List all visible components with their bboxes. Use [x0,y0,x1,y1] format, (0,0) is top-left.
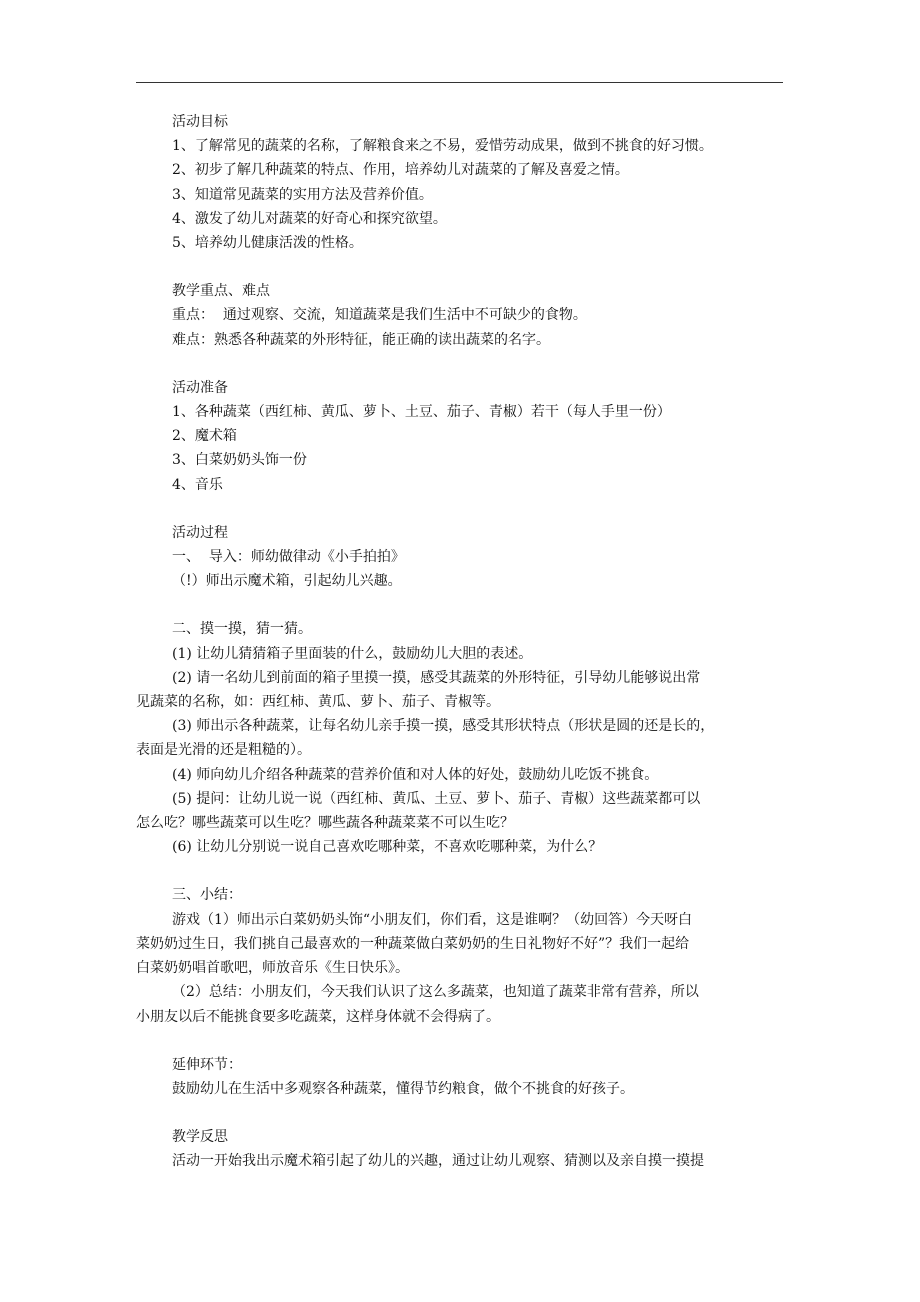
process-step: (1) 让幼儿猜猜箱子里面装的什么，鼓励幼儿大胆的表述。 [172,645,533,662]
summary-line-cont: 小朋友以后不能挑食要多吃蔬菜，这样身体就不会得病了。 [136,1008,500,1025]
summary-line-cont: 白菜奶奶唱首歌吧，师放音乐《生日快乐》。 [136,960,409,977]
prep-item: 2、魔术箱 [172,428,237,445]
prep-heading: 活动准备 [172,379,228,396]
reflect-text: 活动一开始我出示魔术箱引起了幼儿的兴趣，通过让幼儿观察、猜测以及亲自摸一摸提 [172,1153,704,1170]
goals-heading: 活动目标 [172,114,228,130]
process-step: (6) 让幼儿分别说一说自己喜欢吃哪种菜，不喜欢吃哪种菜，为什么？ [172,839,603,856]
goal-item: 1、了解常见的蔬菜的名称，了解粮食来之不易，爱惜劳动成果，做到不挑食的好习惯。 [172,138,713,155]
process-heading: 活动过程 [172,524,228,541]
goal-item: 3、知道常见蔬菜的实用方法及营养价值。 [172,186,433,203]
extend-text: 鼓励幼儿在生活中多观察各种蔬菜，懂得节约粮食，做个不挑食的好孩子。 [172,1080,634,1097]
summary-line-cont: 菜奶奶过生日，我们挑自己最喜欢的一种蔬菜做白菜奶奶的生日礼物好不好”？我们一起给 [136,935,690,952]
header-rule [136,82,783,83]
prep-item: 3、白菜奶奶头饰一份 [172,452,307,469]
prep-item: 4、音乐 [172,476,223,493]
process-part1-title: 一、 导入：师幼做律动《小手拍拍》 [172,549,405,566]
summary-line: 游戏（1）师出示白菜奶奶头饰“小朋友们，你们看，这是谁啊？（幼回答）今天呀白 [172,911,693,928]
process-step: (4) 师向幼儿介绍各种蔬菜的营养价值和对人体的好处，鼓励幼儿吃饭不挑食。 [172,766,659,783]
goal-item: 4、激发了幼儿对蔬菜的好奇心和探究欲望。 [172,210,447,227]
extend-heading: 延伸环节： [172,1056,242,1073]
goal-item: 2、初步了解几种蔬菜的特点、作用，培养幼儿对蔬菜的了解及喜爱之情。 [172,162,629,179]
document-body [136,110,784,1174]
prep-item: 1、各种蔬菜（西红柿、黄瓜、萝卜、土豆、茄子、青椒）若干（每人手里一份） [172,404,671,421]
reflect-heading: 教学反思 [172,1129,228,1146]
process-step-cont: 表面是光滑的还是粗糙的）。 [136,742,311,759]
goal-item: 5、培养幼儿健康活泼的性格。 [172,235,363,252]
process-part3-title: 三、小结： [172,887,242,904]
key-item: 重点： 通过观察、交流，知道蔬菜是我们生活中不可缺少的食物。 [172,307,587,324]
key-heading: 教学重点、难点 [172,283,270,300]
process-part2-title: 二、摸一摸，猜一猜。 [172,621,312,638]
summary-line: （2）总结：小朋友们，今天我们认识了这么多蔬菜，也知道了蔬菜非常有营养，所以 [172,984,699,1001]
process-step-cont: 怎么吃？哪些蔬菜可以生吃？哪些蔬各种蔬菜菜不可以生吃？ [136,815,514,832]
process-step: (2) 请一名幼儿到前面的箱子里摸一摸，感受其蔬菜的外形特征，引导幼儿能够说出常 [172,669,701,686]
process-step: (5) 提问：让幼儿说一说（西红柿、黄瓜、土豆、萝卜、茄子、青椒）这些蔬菜都可以 [172,790,701,807]
process-part1-item: （!）师出示魔术箱，引起幼儿兴趣。 [172,573,402,590]
process-step: (3) 师出示各种蔬菜，让每名幼儿亲手摸一摸，感受其形状特点（形状是圆的还是长的， [172,718,715,735]
key-item: 难点：熟悉各种蔬菜的外形特征，能正确的读出蔬菜的名字。 [172,331,550,348]
process-step-cont: 见蔬菜的名称，如：西红柿、黄瓜、萝卜、茄子、青椒等。 [136,694,500,711]
